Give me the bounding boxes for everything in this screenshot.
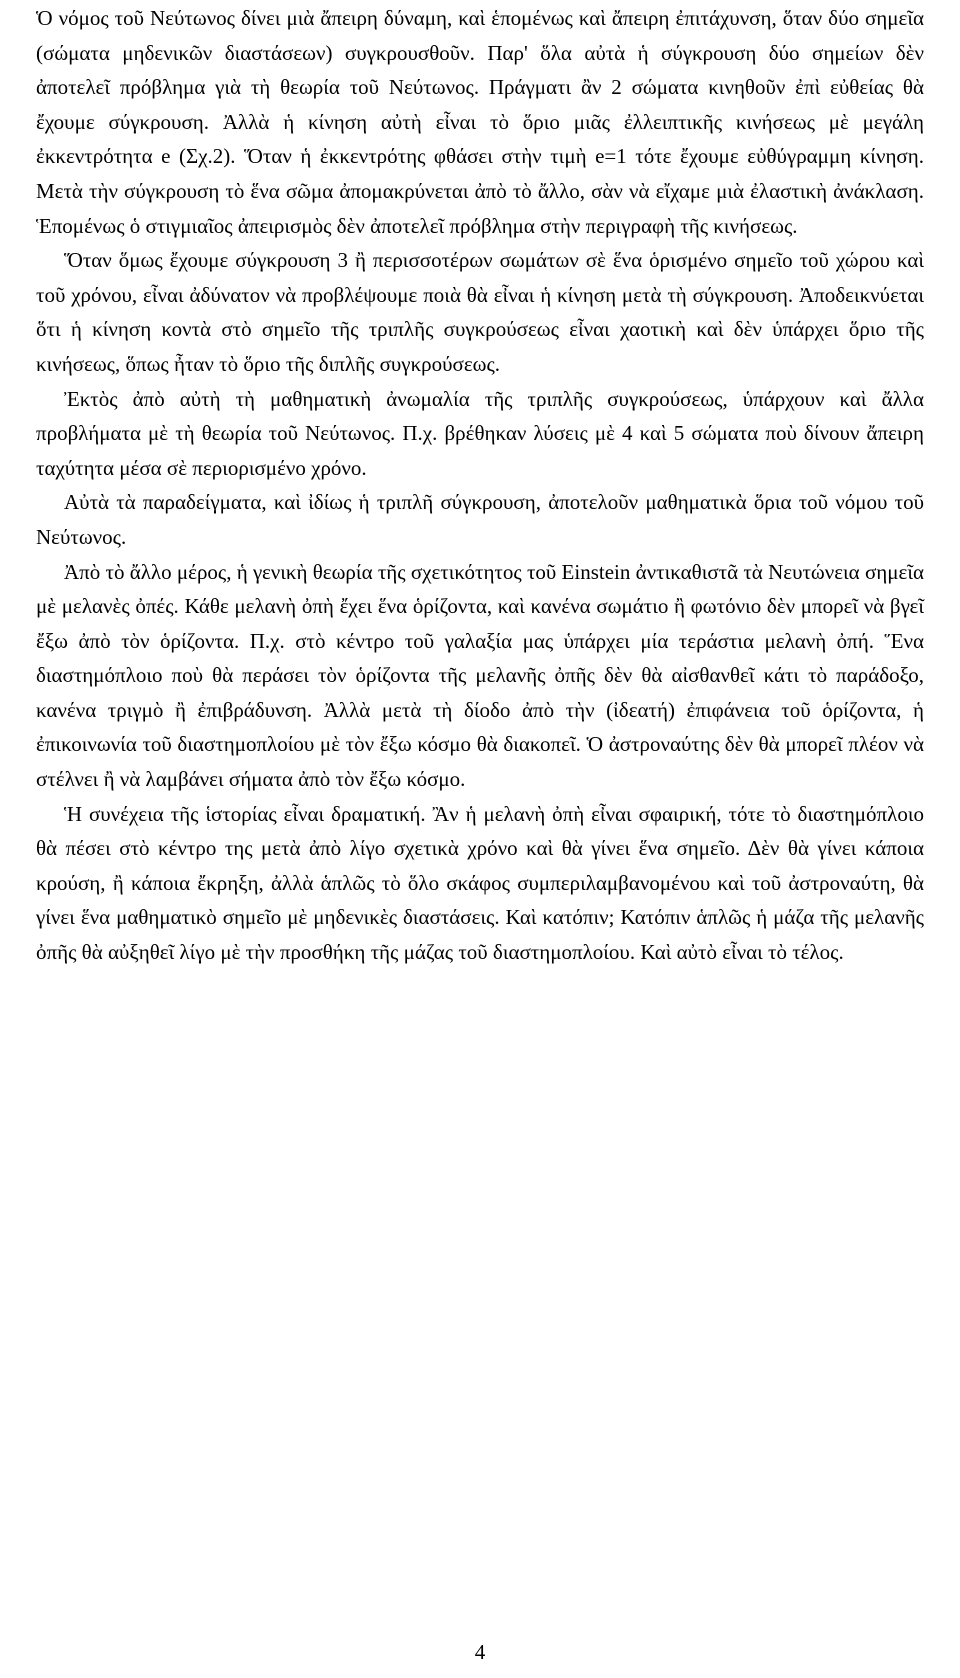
paragraph-other-problems: Ἐκτὸς ἀπὸ αὐτὴ τὴ μαθηματικὴ ἀνωμαλία τῆς τριπλῆς συγκρούσεως, ὑπάρχουν καὶ ἄλλα προβλήματα μὲ τὴ θεωρία τοῦ Νεύτωνος. Π.χ. βρέθηκαν λύσεις μὲ 4 καὶ 5 σώματα ποὺ δίνουν ἄπειρη ταχύτητα μέσα σὲ περιορισμένο χρόνο. xyxy=(36,386,924,480)
page-number: 4 xyxy=(474,1640,486,1664)
paragraph-triple-collision: Ὅταν ὅμως ἔχουμε σύγκρουση 3 ἢ περισσοτέρων σωμάτων σὲ ἕνα ὁρισμένο σημεῖο τοῦ χώρου καὶ τοῦ χρόνου, εἶναι ἀδύνατον νὰ προβλέψουμε ποιὰ θὰ εἶναι ἡ κίνηση μετὰ τὴ σύγκρουση. Ἀποδεικνύεται ὅτι ἡ κίνηση κοντὰ στὸ σημεῖο τῆς τριπλῆς συγκρούσεως εἶναι χαοτικὴ καὶ δὲν ὑπάρχει ὅριο τῆς κινήσεως, ὅπως ἦταν τὸ ὅριο τῆς διπλῆς συγκρούσεως. xyxy=(36,248,924,376)
paragraph-dramatic-continuation: Ἡ συνέχεια τῆς ἱστορίας εἶναι δραματική. Ἂν ἡ μελανὴ ὀπὴ εἶναι σφαιρική, τότε τὸ διαστημόπλοιο θὰ πέσει στὸ κέντρο της μετὰ ἀπὸ λίγο σχετικὰ χρόνο καὶ θὰ γίνει ἕνα σημεῖο. Δὲν θὰ γίνει κάποια κρούση, ἢ κάποια ἔκρηξη, ἀλλὰ ἁπλῶς τὸ ὅλο σκάφος συμπεριλαμβανομένου καὶ τοῦ ἀστροναύτη, θὰ γίνει ἕνα μαθηματικὸ σημεῖο μὲ μηδενικὲς διαστάσεις. Καὶ κατόπιν; Κατόπιν ἁπλῶς ἡ μάζα τῆς μελανῆς ὀπῆς θὰ αὐξηθεῖ λίγο μὲ τὴν προσθήκη τῆς μάζας τοῦ διαστημοπλοίου. Καὶ αὐτὸ εἶναι τὸ τέλος. xyxy=(36,801,924,965)
paragraph-mathematical-limits: Αὐτὰ τὰ παραδείγματα, καὶ ἰδίως ἡ τριπλῆ σύγκρουση, ἀποτελοῦν μαθηματικὰ ὅρια τοῦ νόμου τοῦ Νεύτωνος. xyxy=(36,490,924,549)
paragraph-black-holes: Ἀπὸ τὸ ἄλλο μέρος, ἡ γενικὴ θεωρία τῆς σχετικότητος τοῦ Einstein ἀντικαθιστᾶ τὰ Νευτώνεια σημεῖα μὲ μελανὲς ὀπές. Κάθε μελανὴ ὀπὴ ἔχει ἕνα ὁρίζοντα, καὶ κανένα σωμάτιο ἢ φωτόνιο δὲν μπορεῖ νὰ βγεῖ ἔξω ἀπὸ τὸν ὁρίζοντα. Π.χ. στὸ κέντρο τοῦ γαλαξία μας ὑπάρχει μία τεράστια μελανὴ ὀπή. Ἕνα διαστημόπλοιο ποὺ θὰ περάσει τὸν ὁρίζοντα τῆς μελανῆς ὀπῆς δὲν θὰ αἰσθανθεῖ κάτι τὸ παράδοξο, κανένα τριγμὸ ἢ ἐπιβράδυνση. Ἀλλὰ μετὰ τὴ δίοδο ἀπὸ τὴν (ἰδεατή) ἐπιφάνεια τοῦ ὁρίζοντα, ἡ ἐπικοινωνία τοῦ διαστημοπλοίου μὲ τὸν ἔξω κόσμο θὰ διακοπεῖ. Ὁ ἀστροναύτης δὲν θὰ μπορεῖ πλέον νὰ στέλνει ἢ νὰ λαμβάνει σήματα ἀπὸ τὸν ἔξω κόσμο. xyxy=(36,559,924,792)
document-page xyxy=(36,0,924,1678)
paragraph-newton-force: Ὁ νόμος τοῦ Νεύτωνος δίνει μιὰ ἄπειρη δύναμη, καὶ ἑπομένως καὶ ἄπειρη ἐπιτάχυνση, ὅταν δύο σημεῖα (σώματα μηδενικῶν διαστάσεων) συγκρουσθοῦν. Παρ' ὅλα αὐτὰ ἡ σύγκρουση δύο σημείων δὲν ἀποτελεῖ πρόβλημα γιὰ τὴ θεωρία τοῦ Νεύτωνος. Πράγματι ἂν 2 σώματα κινηθοῦν ἐπὶ εὐθείας θὰ ἔχουμε σύγκρουση. Ἀλλὰ ἡ κίνηση αὐτὴ εἶναι τὸ ὅριο μιᾶς ἐλλειπτικῆς κινήσεως μὲ μεγάλη ἐκκεντρότητα e (Σχ.2). Ὅταν ἡ ἐκκεντρότης φθάσει στὴν τιμὴ e=1 τότε ἔχουμε εὐθύγραμμη κίνηση. Μετὰ τὴν σύγκρουση τὸ ἕνα σῶμα ἀπομακρύνεται ἀπὸ τὸ ἄλλο, σὰν νὰ εἴχαμε μιὰ ἐλαστικὴ ἀνάκλαση. Ἑπομένως ὁ στιγμιαῖος ἀπειρισμὸς δὲν ἀποτελεῖ πρόβλημα στὴν περιγραφὴ τῆς κινήσεως. xyxy=(36,6,924,238)
body-text xyxy=(36,0,924,970)
